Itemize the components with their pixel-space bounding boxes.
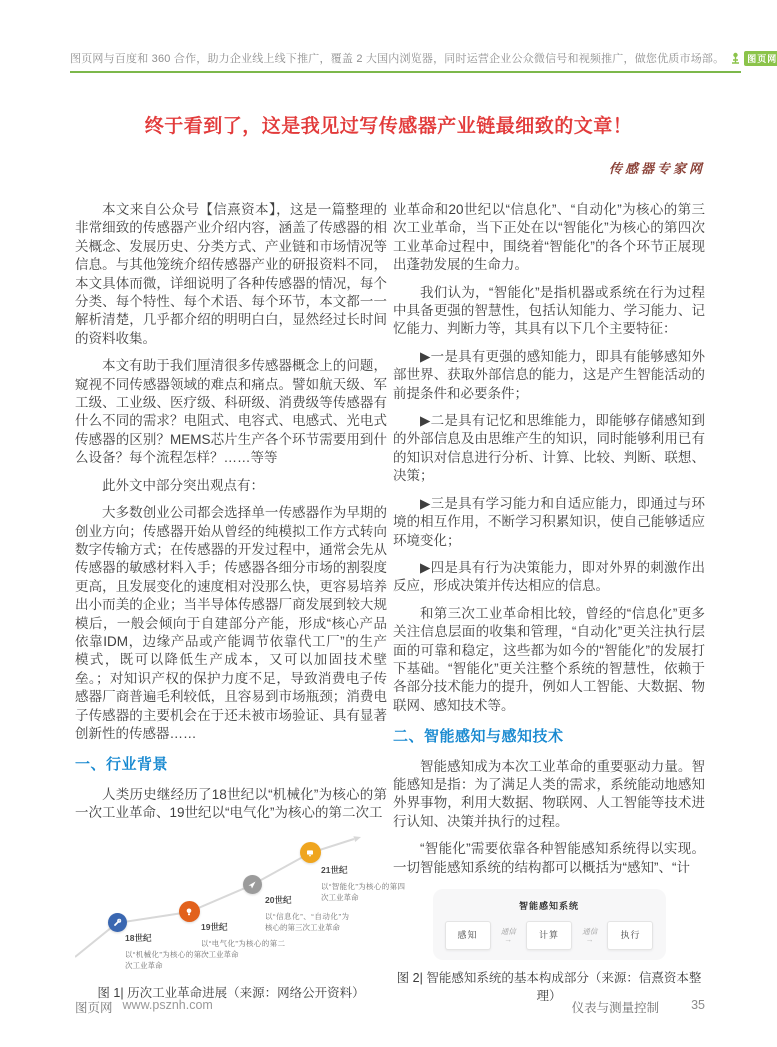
page-header [0, 0, 777, 73]
header-divider [70, 71, 741, 73]
wrench-icon [112, 918, 122, 928]
diagram-link-communication: 通信 → [500, 926, 516, 944]
timeline-label-20th: 20世纪 以“信息化”、“自动化”为核心的第三次工业革命 [265, 894, 349, 932]
system-diagram-title: 智能感知系统 [518, 901, 579, 911]
lightbulb-icon [184, 907, 194, 917]
display-icon [305, 848, 315, 858]
site-logo-label: 图页网 [744, 51, 777, 66]
footer-site-name: 图页网 [75, 1001, 113, 1015]
arrow-right-icon: → [504, 934, 513, 944]
body-paragraph: 我们认为，“智能化”是指机器或系统在行为过程中具备更强的智慧性，包括认知能力、学习能力、记忆能力、判断力等，其具有以下几个主要特征： [393, 284, 705, 337]
diagram-link-communication: 通信 → [582, 926, 598, 944]
site-logo [730, 51, 777, 66]
section-heading-industry-background: 一、行业背景 [75, 756, 169, 774]
figure1-caption: 图 1| 历次工业革命进展（来源：网络公开资料） [97, 985, 365, 1000]
article-title: 终于看到了，这是我见过写传感器产业链最细致的文章！ [144, 116, 633, 137]
footer-site-url: www.psznh.com [122, 998, 213, 1012]
paper-plane-icon [247, 880, 257, 890]
header-promo-text: 图页网与百度和 360 合作，助力企业线上线下推广，覆盖 2 大国内浏览器，同时运营企业公众微信号和视频推广，做您优质市场部。 [70, 53, 725, 65]
body-paragraph: 业革命和20世纪以“信息化”、“自动化”为核心的第三次工业革命，当下正处在以“智能化”为核心的第四次工业革命过程中，围绕着“智能化”的各个环节正展现出蓬勃发展的生命力。 [393, 202, 705, 273]
timeline-label-18th: 18世纪 以“机械化”为核心的第一次工业革命 [125, 932, 209, 970]
body-paragraph: ▶四是具有行为决策能力，即对外界的刺激作出反应，形成决策并传达相应的信息。 [393, 559, 705, 594]
body-paragraph: 大多数创业公司都会选择单一传感器作为早期的创业方向；传感器开始从曾经的纯模拟工作方式转向数字传输方式；在传感器的开发过程中，通常会先从传感器的敏感材料入手；传感器各细分市场的割裂度更高，且发展变化的速度相对没那么快，更容易培养出小而美的企业；当半导体传感器厂商发展到较大规模后，一般会倾向于自建部分产能，形成“核心产品依靠IDM，边缘产品或产能调节依靠代工厂”的生产模式，既可以降低生产成本，又可以加固技术壁垒。；对知识产权的保护力度不足，导致消费电子传感器厂商普遍毛利较低，且容易到市场瓶颈；消费电子传感器的主要机会在于还未被市场验证、具有显著创新性的传感器…… [75, 505, 387, 741]
diagram-box-compute: 计算 [526, 921, 572, 949]
body-paragraph: 和第三次工业革命相比较，曾经的“信息化”更多关注信息层面的收集和管理，“自动化”更关注执行层面的可靠和稳定，这些都为如今的“智能化”的发展打下基础。“智能化”更关注整个系统的智慧性，依赖于各部分技术能力的提升，例如人工智能、大数据、物联网、感知技术等。 [393, 605, 705, 713]
body-paragraph: 本文来自公众号【信熹资本】，这是一篇整理的非常细致的传感器产业介绍内容，涵盖了传感器的相关概念、发展历史、分类方式、产业链和市场情况等信息。与其他笼统介绍传感器产业的研报资料不同，本文具体而微，详细说明了各种传感器的情况，每个分类、每个特性、每个术语、每个环节，本文都一一解析清楚，几乎都介绍的明明白白，显然经过长时间的资料收集。 [75, 202, 387, 346]
timeline-node-18th [108, 913, 127, 932]
figure-industrial-revolutions [75, 835, 405, 1002]
timeline-node-20th [243, 875, 262, 894]
timeline-node-21st [300, 842, 321, 863]
section-heading-smart-perception: 二、智能感知与感知技术 [393, 728, 564, 746]
timeline-chart [75, 835, 405, 975]
body-paragraph: ▶三是具有学习能力和自适应能力，即通过与环境的相互作用，不断学习积累知识，使自己能够适应环境变化； [393, 495, 705, 548]
diagram-box-execute: 执行 [607, 921, 653, 949]
body-paragraph: 智能感知成为本次工业革命的重要驱动力量。智能感知是指：为了满足人类的需求，系统能动地感知外界事物，利用大数据、物联网、人工智能等技术进行认知、决策并执行的过程。 [393, 758, 705, 829]
timeline-label-19th: 19世纪 以“电气化”为核心的第二次工业革命 [201, 921, 285, 959]
footer-page-number: 35 [691, 998, 705, 1012]
system-diagram [433, 889, 666, 960]
body-paragraph: 本文有助于我们厘清很多传感器概念上的问题，窥视不同传感器领域的难点和痛点。譬如航天级、军工级、工业级、医疗级、科研级、消费级等传感器有什么不同的需求？电阻式、电容式、电感式、光电式传感器的区别？MEMS芯片生产各个环节需要用到什么设备？每个流程怎样？……等等 [75, 358, 387, 466]
figure2-caption: 图 2| 智能感知系统的基本构成部分（来源：信熹资本整理） [396, 970, 702, 1004]
body-paragraph: “智能化”需要依靠各种智能感知系统得以实现。一切智能感知系统的结构都可以概括为“感知”、“计 [393, 841, 705, 875]
timeline-node-19th [179, 901, 200, 922]
article-body [0, 177, 777, 1006]
footer-journal-name: 仪表与测量控制 [571, 1001, 660, 1015]
timeline-label-21st: 21世纪 以“智能化”为核心的第四次工业革命 [321, 864, 405, 902]
right-column [393, 201, 705, 1006]
left-column [75, 201, 405, 1006]
body-paragraph: ▶二是具有记忆和思维能力，即能够存储感知到的外部信息及由思维产生的知识，同时能够利用已有的知识对信息进行分析、计算、比较、判断、联想、决策； [393, 413, 705, 484]
arrow-right-icon: → [585, 934, 594, 944]
body-paragraph: 此外文中部分突出观点有： [102, 477, 264, 493]
body-paragraph: ▶一是具有更强的感知能力，即具有能够感知外部世界、获取外部信息的能力，这是产生智能活动的前提条件和必要条件； [393, 348, 705, 401]
article-byline: 传感器专家网 [608, 162, 705, 177]
figure-smart-perception-system [393, 889, 705, 1006]
body-paragraph: 人类历史继经历了18世纪以“机械化”为核心的第一次工业革命、19世纪以“电气化”为核心的第二次工 [75, 786, 387, 821]
page-footer [75, 998, 705, 1016]
sprout-icon [730, 52, 741, 64]
diagram-box-perception: 感知 [445, 921, 491, 949]
